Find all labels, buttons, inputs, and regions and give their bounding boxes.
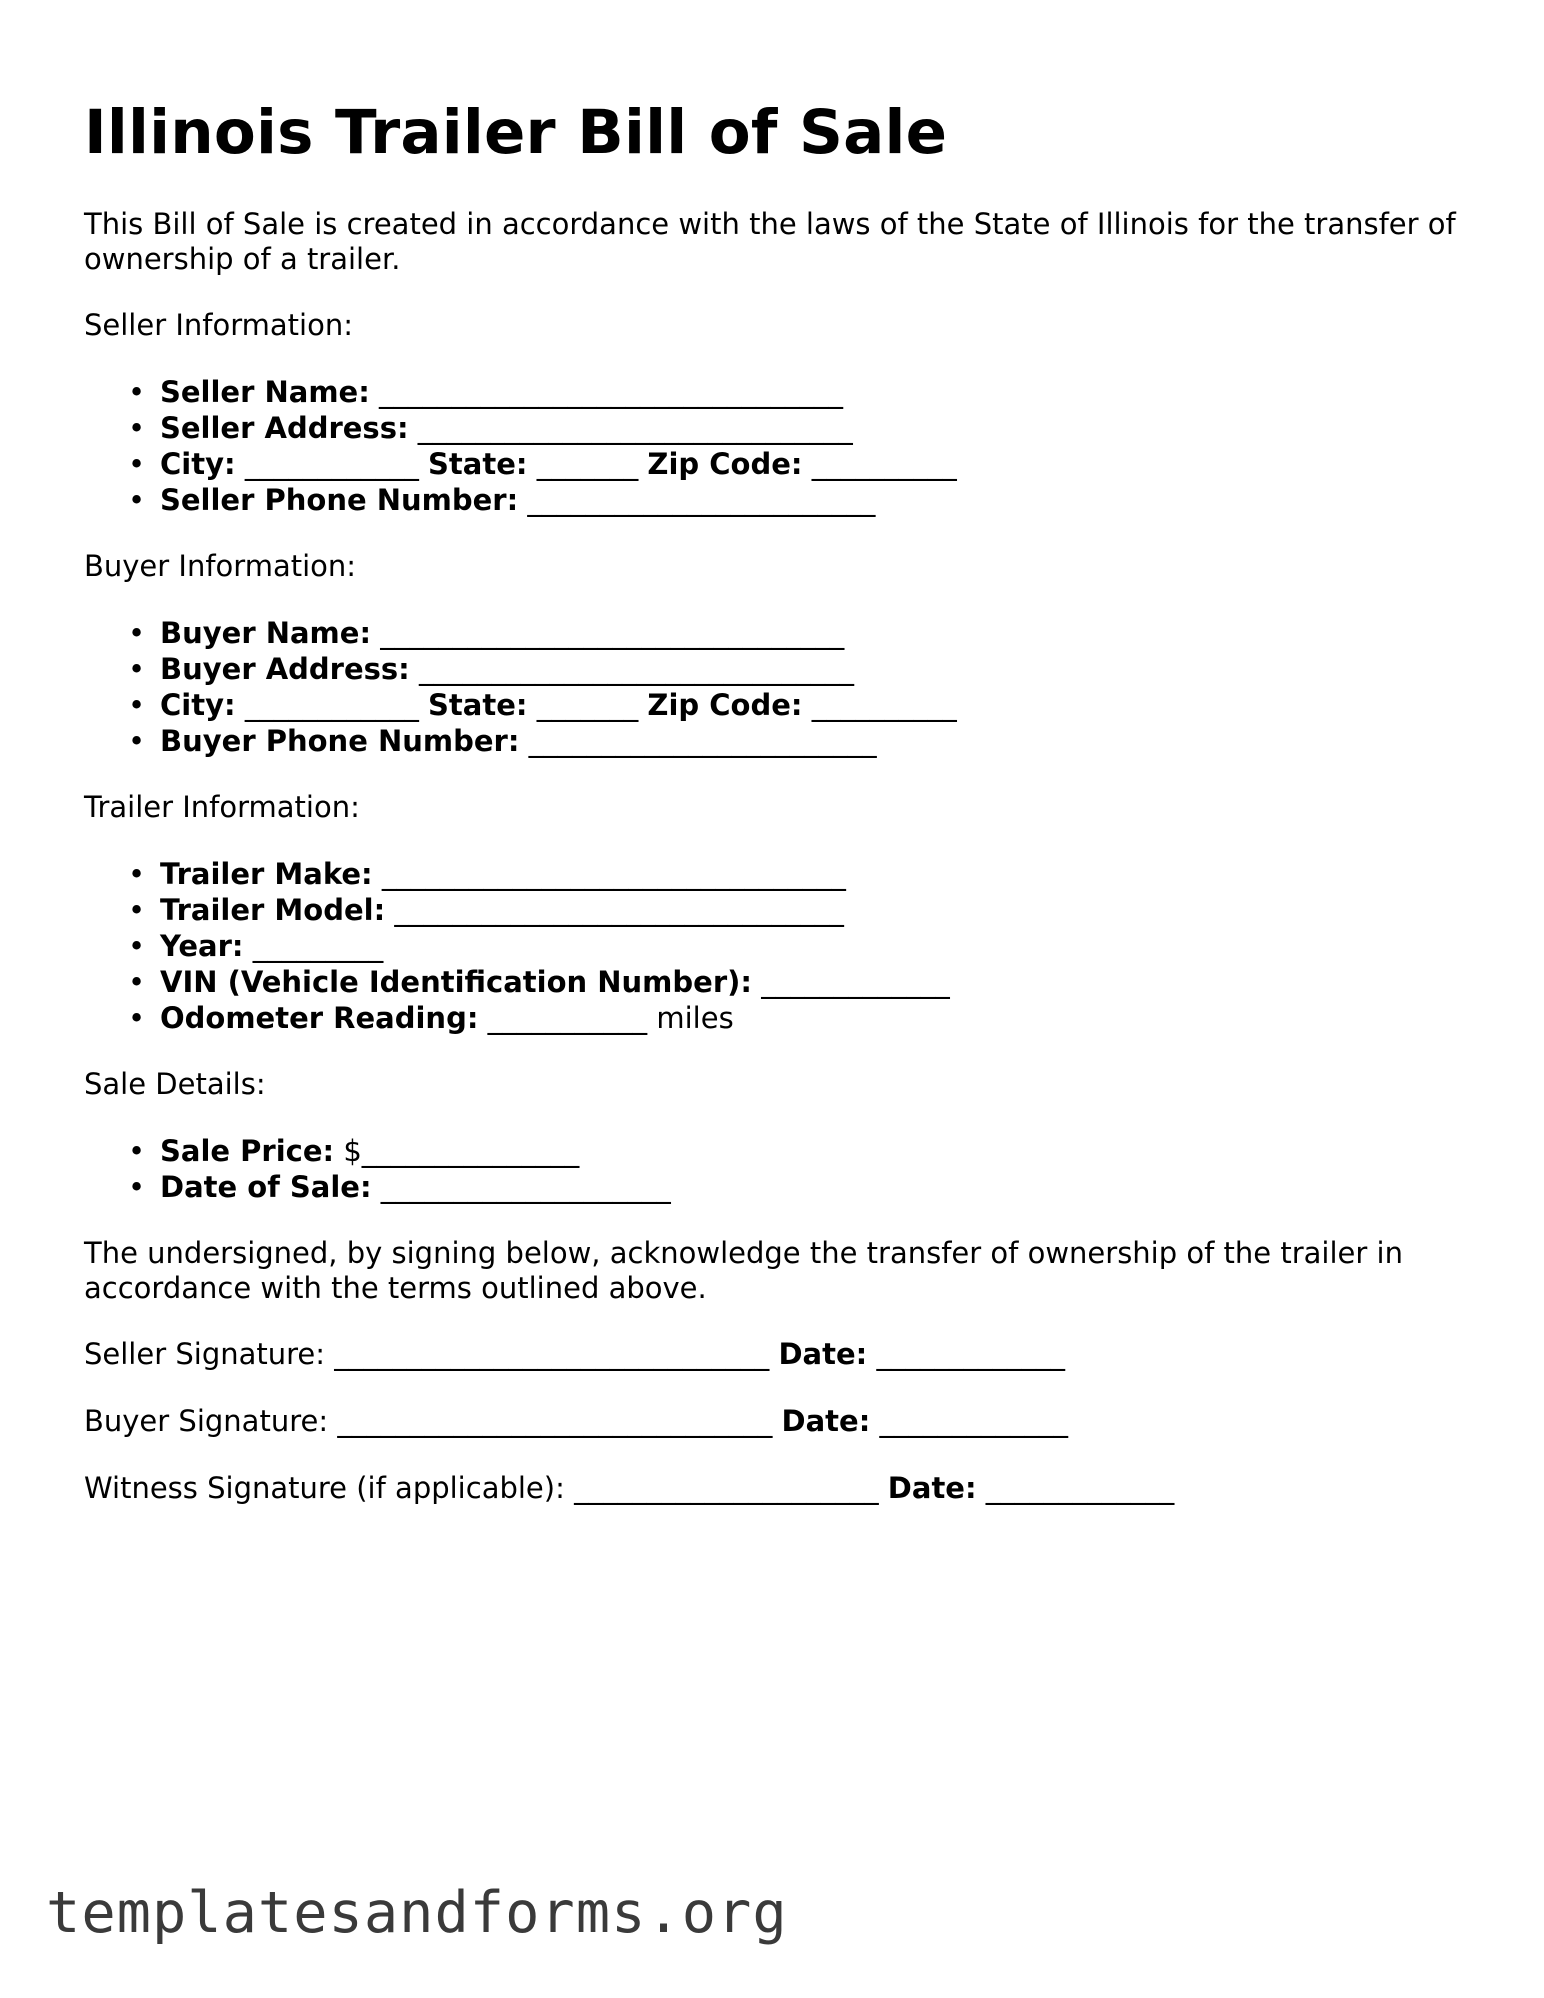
- seller-city-field[interactable]: ____________: [244, 447, 419, 482]
- seller-state-label: State:: [428, 447, 528, 482]
- sale-price-field[interactable]: $_______________: [343, 1134, 580, 1169]
- trailer-vin-field[interactable]: _____________: [761, 965, 950, 1000]
- buyer-city-field[interactable]: ____________: [244, 688, 419, 723]
- seller-address-field[interactable]: ______________________________: [417, 411, 853, 446]
- seller-signature-line: [84, 1337, 1484, 1372]
- buyer-address-item: [160, 651, 1484, 687]
- buyer-state-label: State:: [428, 688, 528, 723]
- buyer-signature-field[interactable]: ______________________________: [337, 1404, 773, 1439]
- seller-zip-label: Zip Code:: [647, 447, 803, 482]
- witness-signature-date-label: Date:: [887, 1471, 977, 1506]
- seller-name-field[interactable]: ________________________________: [379, 375, 844, 410]
- trailer-year-label: Year:: [160, 929, 244, 964]
- sale-date-field[interactable]: ____________________: [380, 1170, 671, 1205]
- buyer-address-field[interactable]: ______________________________: [419, 652, 854, 687]
- seller-signature-label: Seller Signature:: [84, 1337, 326, 1372]
- trailer-make-item: [160, 856, 1484, 892]
- trailer-year-field[interactable]: _________: [252, 929, 384, 964]
- trailer-section-heading: Trailer Information:: [84, 790, 360, 825]
- trailer-fields-list: [84, 856, 1484, 1036]
- sale-date-label: Date of Sale:: [160, 1170, 372, 1205]
- witness-signature-line: [84, 1471, 1484, 1506]
- seller-zip-field[interactable]: __________: [811, 447, 957, 482]
- buyer-signature-line: [84, 1404, 1484, 1439]
- trailer-odometer-label: Odometer Reading:: [160, 1001, 479, 1036]
- buyer-phone-field[interactable]: ________________________: [528, 724, 877, 759]
- seller-address-item: [160, 410, 1484, 446]
- buyer-phone-label: Buyer Phone Number:: [160, 724, 520, 759]
- document-title: Illinois Trailer Bill of Sale: [84, 97, 948, 168]
- intro-paragraph: This Bill of Sale is created in accordance with the laws of the State of Illinois for the transfer of ownership of a trailer.: [84, 207, 1456, 277]
- seller-address-label: Seller Address:: [160, 411, 409, 446]
- trailer-odometer-field[interactable]: ___________: [487, 1001, 648, 1036]
- buyer-city-label: City:: [160, 688, 236, 723]
- buyer-city-state-zip-item: [160, 687, 1484, 723]
- buyer-name-label: Buyer Name:: [160, 616, 372, 651]
- seller-phone-label: Seller Phone Number:: [160, 483, 519, 518]
- trailer-make-field[interactable]: ________________________________: [381, 857, 846, 892]
- buyer-address-label: Buyer Address:: [160, 652, 410, 687]
- sale-date-item: [160, 1169, 1484, 1205]
- sale-price-label: Sale Price:: [160, 1134, 335, 1169]
- seller-signature-date-label: Date:: [778, 1337, 868, 1372]
- seller-section-heading: Seller Information:: [84, 308, 353, 343]
- buyer-fields-list: [84, 615, 1484, 759]
- witness-signature-field[interactable]: _____________________: [574, 1471, 879, 1506]
- sale-price-item: [160, 1133, 1484, 1169]
- trailer-model-field[interactable]: _______________________________: [394, 893, 844, 928]
- trailer-make-label: Trailer Make:: [160, 857, 373, 892]
- seller-phone-field[interactable]: ________________________: [527, 483, 876, 518]
- buyer-state-field[interactable]: _______: [536, 688, 639, 723]
- witness-signature-date-field[interactable]: _____________: [985, 1471, 1175, 1506]
- seller-city-state-zip-item: [160, 446, 1484, 482]
- document-page: [84, 96, 1484, 1538]
- trailer-vin-item: [160, 964, 1484, 1000]
- buyer-name-field[interactable]: ________________________________: [380, 616, 845, 651]
- seller-signature-field[interactable]: ______________________________: [334, 1337, 770, 1372]
- buyer-signature-label: Buyer Signature:: [84, 1404, 329, 1439]
- seller-name-item: [160, 374, 1484, 410]
- trailer-year-item: [160, 928, 1484, 964]
- buyer-zip-field[interactable]: __________: [811, 688, 957, 723]
- seller-phone-item: [160, 482, 1484, 518]
- seller-signature-date-field[interactable]: _____________: [876, 1337, 1065, 1372]
- seller-fields-list: [84, 374, 1484, 518]
- trailer-model-item: [160, 892, 1484, 928]
- trailer-model-label: Trailer Model:: [160, 893, 386, 928]
- site-watermark: templatesandforms.org: [46, 1880, 788, 1946]
- buyer-phone-item: [160, 723, 1484, 759]
- buyer-section-heading: Buyer Information:: [84, 549, 357, 584]
- trailer-odometer-unit: miles: [656, 1001, 734, 1036]
- witness-signature-label: Witness Signature (if applicable):: [84, 1471, 565, 1506]
- seller-state-field[interactable]: _______: [536, 447, 639, 482]
- seller-name-label: Seller Name:: [160, 375, 370, 410]
- buyer-name-item: [160, 615, 1484, 651]
- acknowledgement-paragraph: The undersigned, by signing below, acknowledge the transfer of ownership of the trailer in accordance with the terms outlined above.: [84, 1236, 1403, 1306]
- trailer-vin-label: VIN (Vehicle Identification Number):: [160, 965, 752, 1000]
- buyer-signature-date-label: Date:: [781, 1404, 871, 1439]
- sale-fields-list: [84, 1133, 1484, 1205]
- seller-city-label: City:: [160, 447, 236, 482]
- buyer-signature-date-field[interactable]: _____________: [879, 1404, 1069, 1439]
- buyer-zip-label: Zip Code:: [647, 688, 803, 723]
- sale-section-heading: Sale Details:: [84, 1067, 266, 1102]
- trailer-odometer-item: [160, 1000, 1484, 1036]
